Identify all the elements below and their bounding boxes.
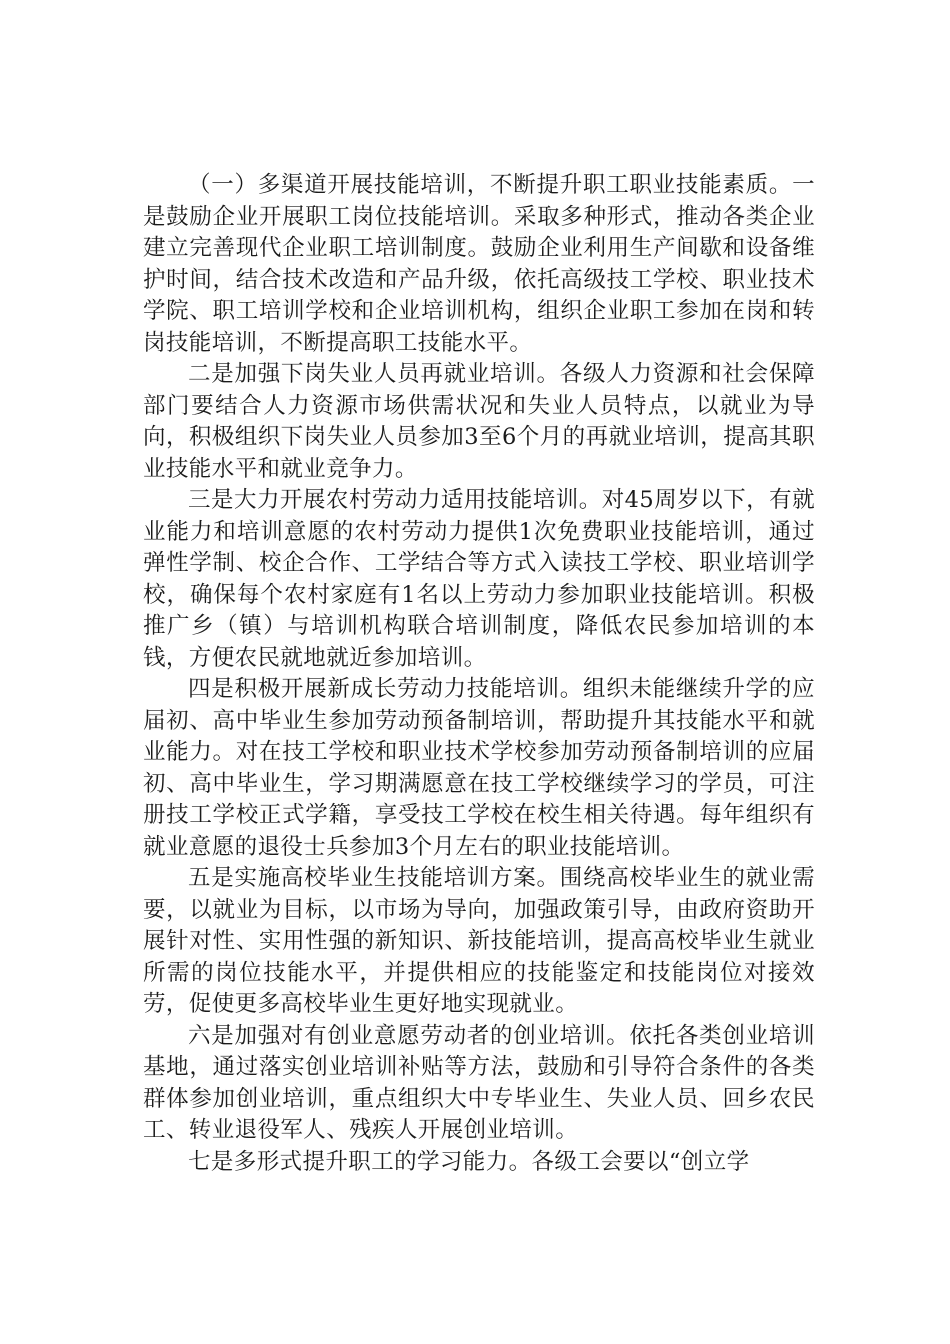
paragraph-graduate-training: 五是实施高校毕业生技能培训方案。围绕高校毕业生的就业需要，以就业为目标，以市场为导向，加强政策引导，由政府资助开展针对性、实用性强的新知识、新技能培训，提高高校毕业生就业所需的岗位技能水平，并提供相应的技能鉴定和技能岗位对接效劳，促使更多高校毕业生更好地实现就业。 [143,865,815,1017]
document-body [143,170,815,1178]
paragraph-skills-training: （一）多渠道开展技能培训，不断提升职工职业技能素质。一是鼓励企业开展职工岗位技能培训。采取多种形式，推动各类企业建立完善现代企业职工培训制度。鼓励企业利用生产间歇和设备维护时间，结合技术改造和产品升级，依托高级技工学校、职业技术学院、职工培训学校和企业培训机构，组织企业职工参加在岗和转岗技能培训，不断提高职工技能水平。 [143,172,815,356]
paragraph-reemployment-training: 二是加强下岗失业人员再就业培训。各级人力资源和社会保障部门要结合人力资源市场供需状况和失业人员特点，以就业为导向，积极组织下岗失业人员参加3至6个月的再就业培训，提高其职业技能水平和就业竞争力。 [143,361,815,482]
paragraph-entrepreneurship-training: 六是加强对有创业意愿劳动者的创业培训。依托各类创业培训基地，通过落实创业培训补贴等方法，鼓励和引导符合条件的各类群体参加创业培训，重点组织大中专毕业生、失业人员、回乡农民工、转业退役军人、残疾人开展创业培训。 [143,1022,815,1143]
paragraph-learning-ability: 七是多形式提升职工的学习能力。各级工会要以“创立学 [188,1148,750,1175]
paragraph-new-labor-training: 四是积极开展新成长劳动力技能培训。组织未能继续升学的应届初、高中毕业生参加劳动预备制培训，帮助提升其技能水平和就业能力。对在技工学校和职业技术学校参加劳动预备制培训的应届初、高中毕业生，学习期满愿意在技工学校继续学习的学员，可注册技工学校正式学籍，享受技工学校在校生相关待遇。每年组织有就业意愿的退役士兵参加3个月左右的职业技能培训。 [143,676,815,860]
paragraph-rural-labor-training: 三是大力开展农村劳动力适用技能培训。对45周岁以下，有就业能力和培训意愿的农村劳动力提供1次免费职业技能培训，通过弹性学制、校企合作、工学结合等方式入读技工学校、职业培训学校，确保每个农村家庭有1名以上劳动力参加职业技能培训。积极推广乡（镇）与培训机构联合培训制度，降低农民参加培训的本钱，方便农民就地就近参加培训。 [143,487,815,671]
